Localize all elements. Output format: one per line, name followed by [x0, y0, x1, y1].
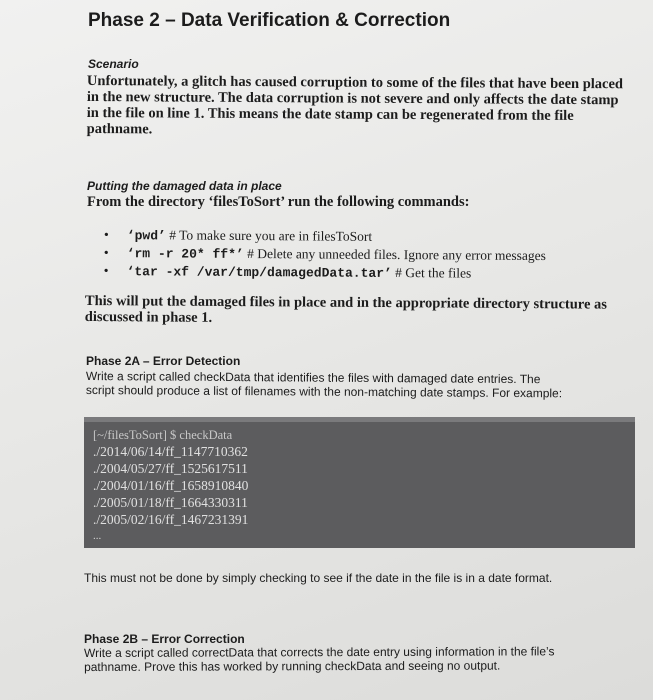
putting-after-line: This will put the damaged files in place and in the appropriate directory structure as	[84, 293, 608, 313]
scenario-line: Unfortunately, a glitch has caused corruption to some of the files that have been placed	[86, 73, 624, 93]
terminal-output-line: ./2005/01/18/ff_1664330311	[93, 495, 248, 510]
terminal-output-line: ./2004/05/27/ff_1525617511	[93, 461, 248, 476]
scenario-line: in the file on line 1. This means the date stamp can be regenerated from the file	[86, 104, 574, 124]
scenario-text	[87, 73, 623, 140]
page-title: Phase 2 – Data Verification & Correction	[88, 10, 451, 31]
putting-heading: Putting the damaged data in place	[87, 179, 282, 193]
command-text: ‘rm -r 20* ff*’	[126, 246, 244, 262]
putting-after-line: discussed in phase 1.	[84, 308, 213, 326]
terminal-prompt: [~/filesToSort] $ checkData	[93, 428, 233, 442]
terminal-output-line: ./2004/01/16/ff_1658910840	[93, 478, 249, 493]
bullet-icon: •	[103, 263, 109, 280]
terminal-output-line: ./2014/06/14/ff_1147710362	[93, 444, 248, 459]
putting-intro: From the directory ‘filesToSort’ run the following commands:	[87, 194, 470, 210]
command-text: ‘pwd’	[126, 228, 166, 244]
putting-after	[85, 293, 607, 329]
command-list	[104, 226, 546, 283]
phase2b-heading: Phase 2B – Error Correction	[84, 632, 245, 646]
terminal-output-line: ./2005/02/16/ff_1467231391	[93, 512, 249, 527]
command-comment: # Get the files	[391, 265, 472, 281]
terminal-more: ...	[93, 530, 102, 542]
command-item	[104, 262, 546, 283]
phase2b-text	[84, 644, 555, 674]
scenario-heading: Scenario	[88, 57, 139, 71]
phase2a-note-text: This must not be done by simply checking to see if the date in the file is in a date format.	[84, 571, 553, 585]
scenario-line: pathname.	[86, 120, 153, 138]
phase2a-line: Write a script called checkData that identifies the files with damaged date entries. The	[85, 369, 541, 387]
command-comment: # Delete any unneeded files. Ignore any error messages	[243, 245, 546, 264]
phase2b-line: Write a script called correctData that corrects the date entry using information in the file’s	[84, 644, 555, 660]
bullet-icon: •	[103, 245, 109, 262]
phase2a-text	[86, 369, 562, 400]
phase2a-heading: Phase 2A – Error Detection	[86, 354, 241, 368]
terminal-example	[84, 417, 635, 548]
scenario-line: in the new structure. The data corruption is not severe and only affects the date stamp	[86, 88, 619, 109]
phase2b-line: pathname. Prove this has worked by running checkData and seeing no output.	[84, 658, 501, 674]
phase2a-line: script should produce a list of filenames with the non-matching date stamps. For example:	[85, 382, 563, 401]
phase2a-note	[84, 571, 552, 585]
command-text: ‘tar -xf /var/tmp/damagedData.tar’	[126, 264, 392, 282]
bullet-icon: •	[103, 227, 109, 244]
command-comment: # To make sure you are in filesToSort	[165, 227, 373, 244]
